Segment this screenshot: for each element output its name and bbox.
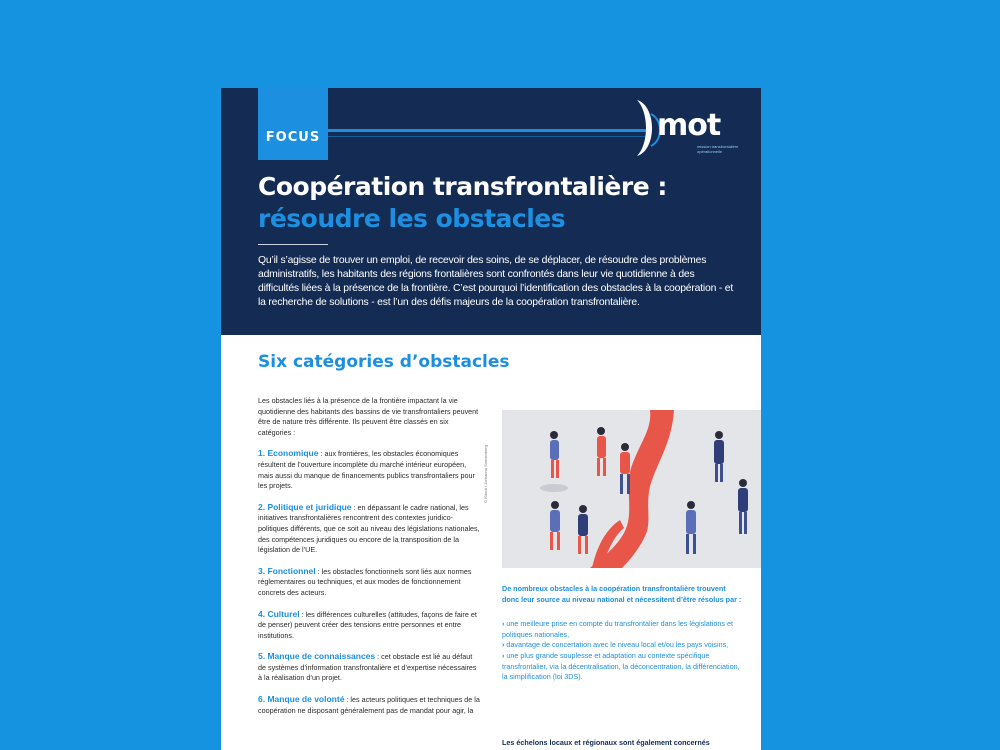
- focus-rule: [328, 129, 646, 132]
- right-intro: De nombreux obstacles à la coopération transfrontalière trouvent donc leur source au niveau national et nécessitent d’être résolus par :: [502, 584, 742, 604]
- chevron-right-icon: ›: [502, 640, 505, 650]
- logo-tagline: mission transfrontalière opérationnelle: [697, 144, 739, 154]
- bullet-text: une plus grande souplesse et adaptation au contexte spécifique transfrontalier, via la décentralisation, la déconcentration, la différenciation, la simplification (loi 3DS).: [502, 650, 740, 682]
- category-text: : cet obstacle est lié au défaut de systèmes d’information transfrontalière et d’expertise nécessaires à la réalisation d’un projet.: [258, 652, 477, 683]
- category-text: : les différences culturelles (attitudes, façons de faire et de penser) peuvent créer des tensions entre personnes et entre institutions.: [258, 609, 477, 640]
- focus-tab: [258, 88, 328, 160]
- chevron-right-icon: ›: [502, 650, 505, 660]
- document-page: [221, 88, 761, 750]
- intro-paragraph: Qu’il s’agisse de trouver un emploi, de recevoir des soins, de se déplacer, de résoudre des problèmes administratifs, les habitants des régions frontalières sont confrontés dans leur vie quotidienne à des difficultés liées à la présence de la frontière. C’est pourquoi l’identification des obstacles à la coopération - et la recherche de solutions - est l’un des défis majeurs de la coopération transfrontalière.: [258, 255, 734, 308]
- page-title: Coopération transfrontalière :: [258, 172, 667, 201]
- category-text: : les acteurs politiques et techniques de la coopération ne disposant généralement pas de mandat pour agir, la: [258, 695, 480, 715]
- right-column: [502, 584, 742, 683]
- chevron-right-icon: ›: [502, 619, 505, 629]
- right-bottom-text: Les échelons locaux et régionaux sont également concernés: [502, 738, 710, 747]
- category-item: [258, 651, 480, 684]
- illustration-people-river: [502, 410, 761, 568]
- list-item: [502, 651, 742, 683]
- logo-wordmark: mot: [657, 108, 721, 143]
- category-label: 6. Manque de volonté: [258, 694, 345, 705]
- focus-rule-thin: [328, 136, 646, 137]
- category-item: [258, 566, 480, 599]
- category-item: [258, 502, 480, 556]
- left-intro: Les obstacles liés à la présence de la frontière impactant la vie quotidienne des habitants des bassins de vie transfrontaliers peuvent être de nature très différente. Ils peuvent être classés en six catégories :: [258, 396, 479, 437]
- category-text: : en dépassant le cadre national, les initiatives transfrontalières rencontrent des contextes juridico-politiques différents, que ce soit au niveau des législations nationales, des compétences juridiques ou encore de la transposition de la législation de l’UE.: [258, 502, 480, 555]
- bullet-text: davantage de concertation avec le niveau local et/ou les pays voisins,: [506, 640, 729, 650]
- list-item: [502, 640, 742, 651]
- category-item: [258, 694, 480, 716]
- photo-credit: © iStock / Jorhanna Sonnenberg: [483, 445, 488, 503]
- category-label: 2. Politique et juridique: [258, 501, 352, 512]
- left-column: [258, 396, 480, 726]
- category-label: 3. Fonctionnel: [258, 565, 316, 576]
- document-header: [221, 88, 761, 335]
- illustration-drawing: [502, 410, 761, 568]
- category-label: 4. Culturel: [258, 608, 300, 619]
- category-item: [258, 609, 480, 642]
- list-item: [502, 619, 742, 640]
- section-title: Six catégories d’obstacles: [258, 352, 510, 372]
- focus-label: FOCUS: [265, 130, 321, 145]
- category-text: : les obstacles fonctionnels sont liés aux normes réglementaires ou techniques, et aux modes de fonctionnement concrets des acteurs.: [258, 566, 472, 597]
- category-label: 1. Economique: [258, 448, 319, 459]
- category-item: [258, 448, 480, 491]
- category-text: : aux frontières, les obstacles économiques résultent de l’ouverture incomplète du marché intérieur européen, mais aussi du manque de financements publics transfrontaliers pour les projets.: [258, 449, 475, 491]
- page-subtitle: résoudre les obstacles: [258, 204, 566, 233]
- category-label: 5. Manque de connaissances: [258, 651, 376, 662]
- title-divider: [258, 244, 328, 245]
- bullet-text: une meilleure prise en compte du transfrontalier dans les législations et politiques nationales,: [502, 619, 733, 639]
